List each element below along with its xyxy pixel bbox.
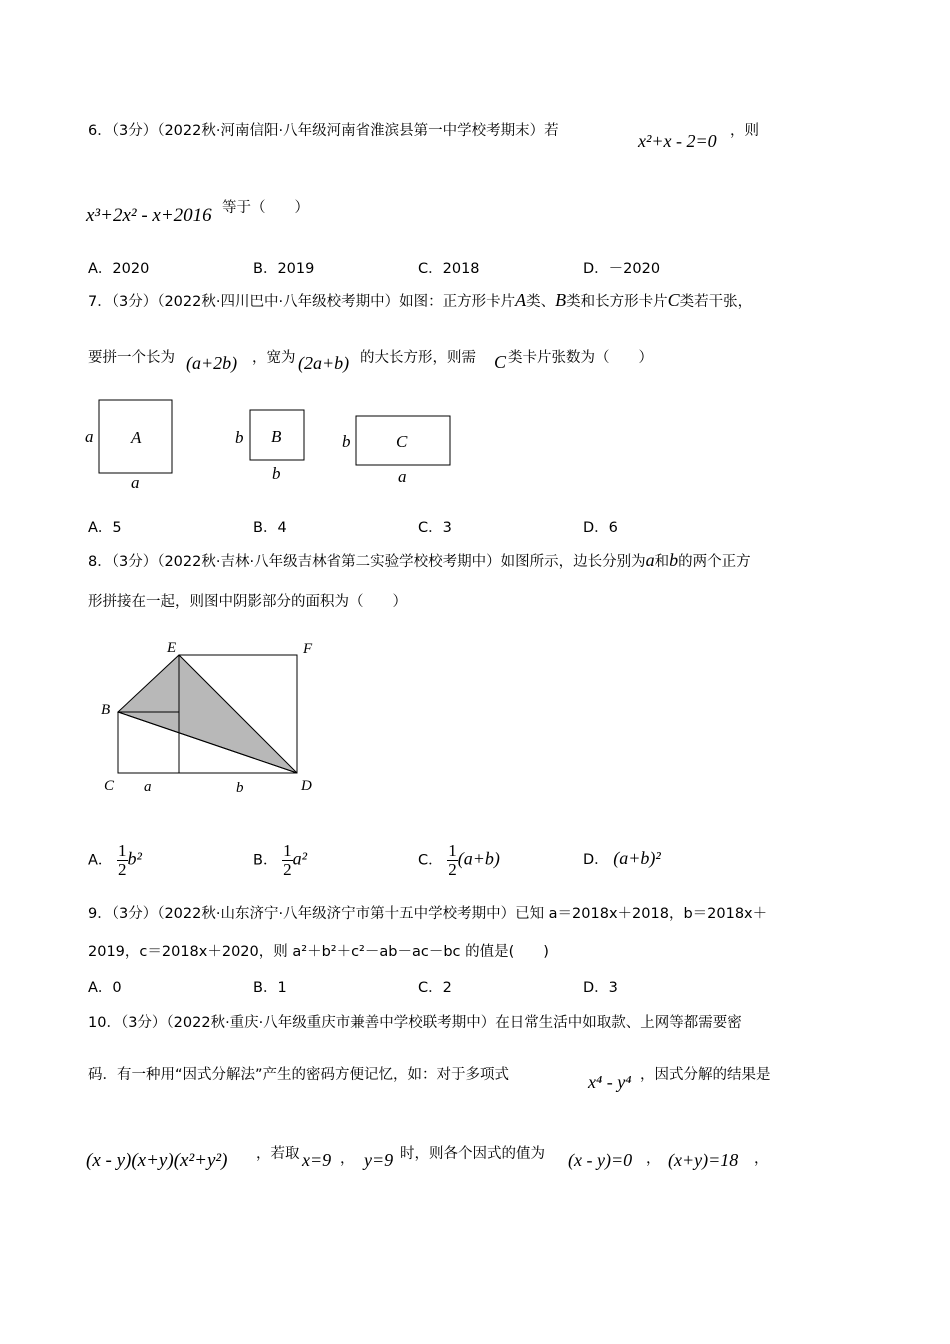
card-b-side: b [235,428,244,447]
q7-card-c-2: C [494,352,507,372]
card-b-label: B [271,427,282,446]
q8-option-b-label: B． [253,852,278,869]
q10-comma-3: ， [754,1151,769,1167]
q7-mid: 类和长方形卡片 [566,294,668,310]
q6-option-d[interactable]: D．－2020 [583,261,661,277]
q8-option-c-label: C． [418,852,443,869]
q8-option-c-expr: (a+b) [457,848,500,869]
q7-sep-a: 类、 [526,294,556,310]
fraction [282,842,293,879]
q10-x-value: x=9 [302,1150,332,1170]
q8-var-a: a [645,550,655,570]
numerator: 1 [283,841,292,860]
q8-line1 [88,550,751,571]
q7-option-b[interactable]: B．4 [253,520,287,536]
numerator: 1 [118,841,127,860]
q7-line2a: 要拼一个长为 [88,350,175,366]
q6-option-b[interactable]: B．2019 [253,261,315,277]
q6-then: ，则 [730,123,759,139]
q10-line2a: 码．有一种用“因式分解法”产生的密码方便记忆，如：对于多项式 [88,1067,510,1083]
q6-condition: x²+x - 2=0 [638,131,717,151]
q6-option-c[interactable]: C．2018 [418,261,480,277]
q8-var-b: b [669,550,679,570]
q8-option-d-label: D． [583,852,609,868]
q7-line1 [88,290,752,311]
q10-factor-1: (x - y)=0 [568,1150,633,1170]
q7-card-a: A [515,290,527,310]
q9-option-c[interactable]: C．2 [418,980,452,996]
label-b-len: b [236,780,244,796]
q6-option-a[interactable]: A．2020 [88,261,150,277]
q10-polynomial: x⁴ - y⁴ [588,1072,632,1092]
label-e: E [167,640,177,656]
q7-card-b: B [555,290,567,310]
numerator: 1 [448,841,457,860]
q8-option-a-label: A． [88,852,113,869]
q6-expression: x³+2x² - x+2016 [86,205,212,226]
q7-tail1: 类若干张， [679,294,753,310]
q9-line1: 9．（3分）（2022秋·山东济宁·八年级济宁市第十五中学校考期中）已知 a＝2018x＋2018，b＝2018x＋ [88,906,768,922]
q10-factor-2: (x+y)=18 [668,1150,739,1170]
denominator: 2 [283,860,292,879]
q10-factorization: (x - y)(x+y)(x²+y²) [86,1150,228,1171]
label-d: D [301,778,312,794]
card-b-bottom: b [272,464,281,483]
q8-option-d-expr: (a+b)² [613,848,661,868]
q7-cards-figure [80,392,460,492]
fraction [117,842,128,879]
q10-when: 时，则各个因式的值为 [400,1146,545,1162]
q9-option-d[interactable]: D．3 [583,980,618,996]
q7-line2c: 的大长方形，则需 [360,350,476,366]
q7-option-a[interactable]: A．5 [88,520,122,536]
q8-option-c[interactable] [418,842,500,879]
q10-line1: 10．（3分）（2022秋·重庆·八年级重庆市兼善中学校联考期中）在日常生活中如取款、上网等都需要密 [88,1015,742,1031]
q9-line2: 2019，c＝2018x＋2020，则 a²＋b²＋c²－ab－ac－bc 的值是( ) [88,944,549,960]
q8-line2: 形拼接在一起，则图中阴影部分的面积为（ ） [88,594,407,610]
q10-line2b: ，因式分解的结果是 [640,1067,771,1083]
q9-option-a[interactable]: A．0 [88,980,122,996]
q8-option-a[interactable] [88,842,142,879]
shaded-triangle [118,655,297,773]
denominator: 2 [448,860,457,879]
denominator: 2 [118,860,127,879]
q7-line2b: ，宽为 [252,350,296,366]
q10-comma-1: ， [340,1151,355,1167]
card-a-side: a [85,427,94,446]
card-a-bottom: a [131,473,140,492]
q8-tail: 的两个正方 [678,554,751,570]
q7-option-d[interactable]: D．6 [583,520,618,536]
q10-take: ，若取 [256,1146,300,1162]
label-a-len: a [144,779,152,795]
q6-tail: 等于（ ） [222,200,309,216]
card-a-label: A [131,428,142,447]
fraction [447,842,458,879]
q7-head: 7．（3分）（2022秋·四川巴中·八年级校考期中）如图：正方形卡片 [88,294,516,310]
label-f: F [303,641,313,657]
card-c-bottom: a [398,467,407,486]
label-c: C [104,778,115,794]
label-b: B [101,702,111,718]
q7-card-c: C [667,290,680,310]
q7-width-expr: (2a+b) [298,353,350,373]
card-c-side: b [342,432,351,451]
q7-option-c[interactable]: C．3 [418,520,452,536]
q8-option-a-expr: b² [127,848,142,869]
q8-head: 8．（3分）（2022秋·吉林·八年级吉林省第二实验学校校考期中）如图所示，边长分别为 [88,554,646,570]
q8-option-d[interactable] [583,848,661,869]
q7-line2d: 类卡片张数为（ ） [508,350,653,366]
q8-squares-figure [95,635,325,800]
q9-option-b[interactable]: B．1 [253,980,287,996]
q8-and: 和 [654,554,670,570]
q6-head: 6．（3分）（2022秋·河南信阳·八年级河南省淮滨县第一中学校考期末）若 [88,123,559,139]
q7-length-expr: (a+2b) [186,353,238,373]
card-c-label: C [396,432,408,451]
q10-comma-2: ， [646,1151,661,1167]
q10-y-value: y=9 [364,1150,394,1170]
q8-option-b-expr: a² [292,848,307,869]
q8-option-b[interactable] [253,842,307,879]
